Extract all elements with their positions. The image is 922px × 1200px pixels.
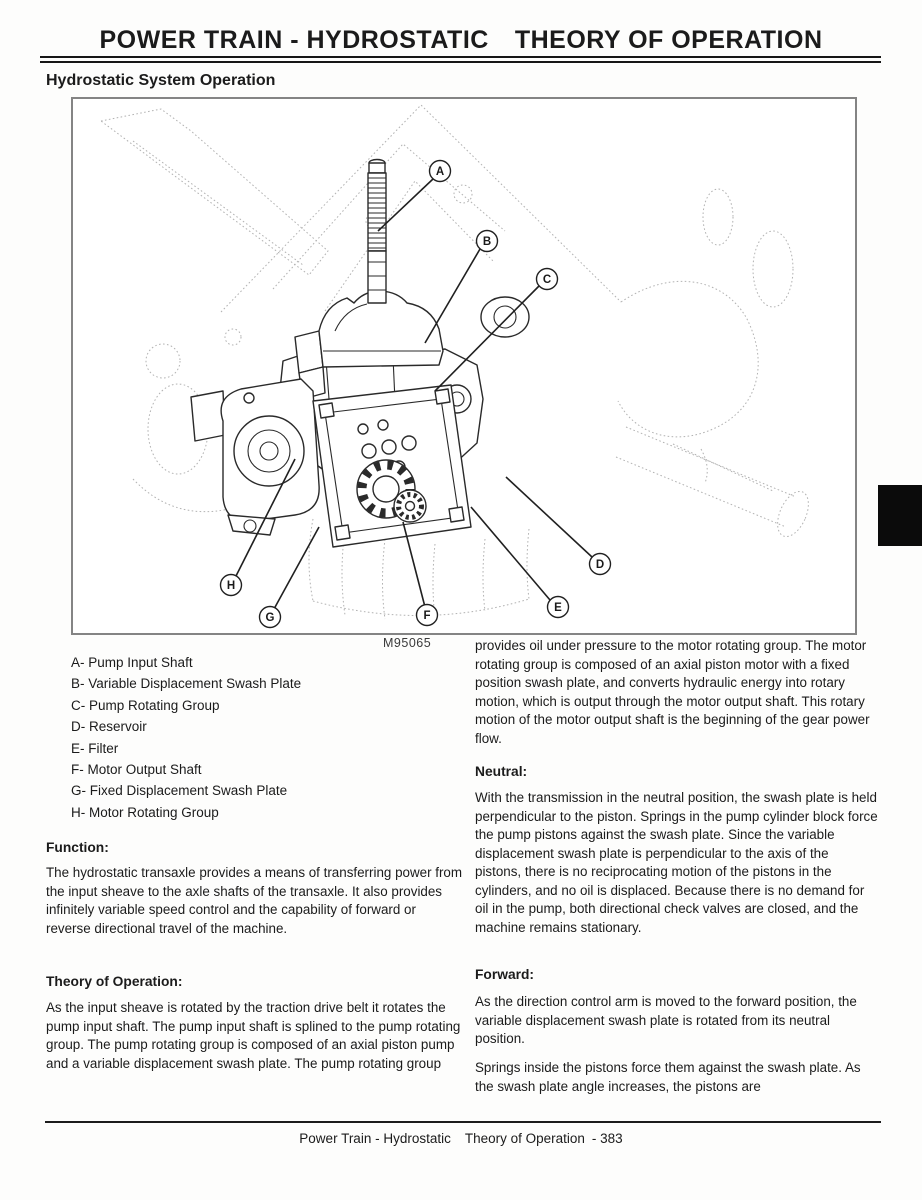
callout-a (430, 161, 451, 182)
neutral-heading: Neutral: (475, 764, 528, 779)
legend-item: D- Reservoir (71, 719, 147, 735)
footer-divider (45, 1121, 881, 1123)
theory-heading: Theory of Operation: (46, 974, 183, 989)
forward-heading: Forward: (475, 967, 535, 982)
figure-legend (71, 652, 471, 823)
legend-item: C- Pump Rotating Group (71, 697, 220, 713)
callout-g (260, 607, 281, 628)
neutral-paragraph: With the transmission in the neutral position, the swash plate is held perpendicular to the piston. Springs in the pump cylinder block force the pump pistons against the swash plate. Since the variable displacement swash plate is perpendicular to the axis of the pistons, there is no reciprocating motion of the pistons in the cylinders, and no oil is displaced. Because there is no demand for oil in the pump, both directional check valves are closed, and the machine remains stationary. (475, 790, 878, 935)
page-title-left: POWER TRAIN - HYDROSTATIC (99, 26, 489, 54)
legend-item: B- Variable Displacement Swash Plate (71, 676, 302, 692)
section-heading: Hydrostatic System Operation (46, 72, 276, 89)
function-paragraph: The hydrostatic transaxle provides a means of transferring power from the input sheave to the axle shafts of the transaxle. It also provides infinitely variable speed control and the capability of forward or reverse directional travel of the machine. (46, 865, 463, 936)
callout-d-letter: D (595, 559, 605, 571)
page-title (0, 26, 922, 55)
transaxle-figure (71, 97, 857, 635)
callout-e (548, 597, 569, 618)
callout-c-letter: C (542, 274, 552, 286)
transaxle-diagram (73, 99, 855, 633)
forward-paragraph-1: As the direction control arm is moved to the forward position, the variable displacement swash plate is rotated from its neutral position. (475, 994, 857, 1046)
forward-paragraph-2: Springs inside the pistons force them against the swash plate. As the swash plate angle increases, the pistons are (475, 1060, 861, 1094)
footer-chapter: Power Train - Hydrostatic (299, 1131, 451, 1146)
callout-e-letter: E (554, 602, 562, 614)
legend-item: E- Filter (71, 740, 119, 756)
legend-item: H- Motor Rotating Group (71, 804, 219, 820)
title-divider (40, 56, 881, 63)
callout-d (590, 554, 611, 575)
callout-h (221, 575, 242, 596)
continuation-paragraph: provides oil under pressure to the motor rotating group. The motor rotating group is composed of an axial piston motor with a fixed position swash plate, and converts hydraulic energy into rotary motion, which is output through the motor output shaft. This rotary motion of the motor output shaft is the beginning of the gear power flow. (475, 638, 870, 746)
callout-b-letter: B (482, 236, 492, 248)
legend-item: A- Pump Input Shaft (71, 655, 193, 670)
callout-f (417, 605, 438, 626)
callout-a-letter: A (435, 166, 445, 178)
page-title-right: THEORY OF OPERATION (514, 26, 823, 54)
figure-caption: M95065 (383, 636, 432, 650)
pump-assembly-drawing (191, 160, 529, 548)
function-heading: Function: (46, 840, 109, 855)
footer-section: Theory of Operation (464, 1131, 585, 1146)
page-footer (0, 1131, 922, 1146)
legend-item: F- Motor Output Shaft (71, 762, 202, 778)
legend-item: G- Fixed Displacement Swash Plate (71, 783, 288, 799)
footer-page-number: - 383 (591, 1131, 623, 1146)
callout-f-letter: F (423, 610, 431, 622)
callout-c (537, 269, 558, 290)
page-edge-tab (878, 485, 922, 546)
callout-b (477, 231, 498, 252)
callout-g-letter: G (265, 612, 275, 624)
callout-h-letter: H (226, 580, 236, 592)
theory-paragraph: As the input sheave is rotated by the traction drive belt it rotates the pump input shaft. The pump input shaft is splined to the pump rotating group. The pump rotating group is composed of an axial piston pump and a variable displacement swash plate. The pump rotating group (46, 1000, 461, 1071)
